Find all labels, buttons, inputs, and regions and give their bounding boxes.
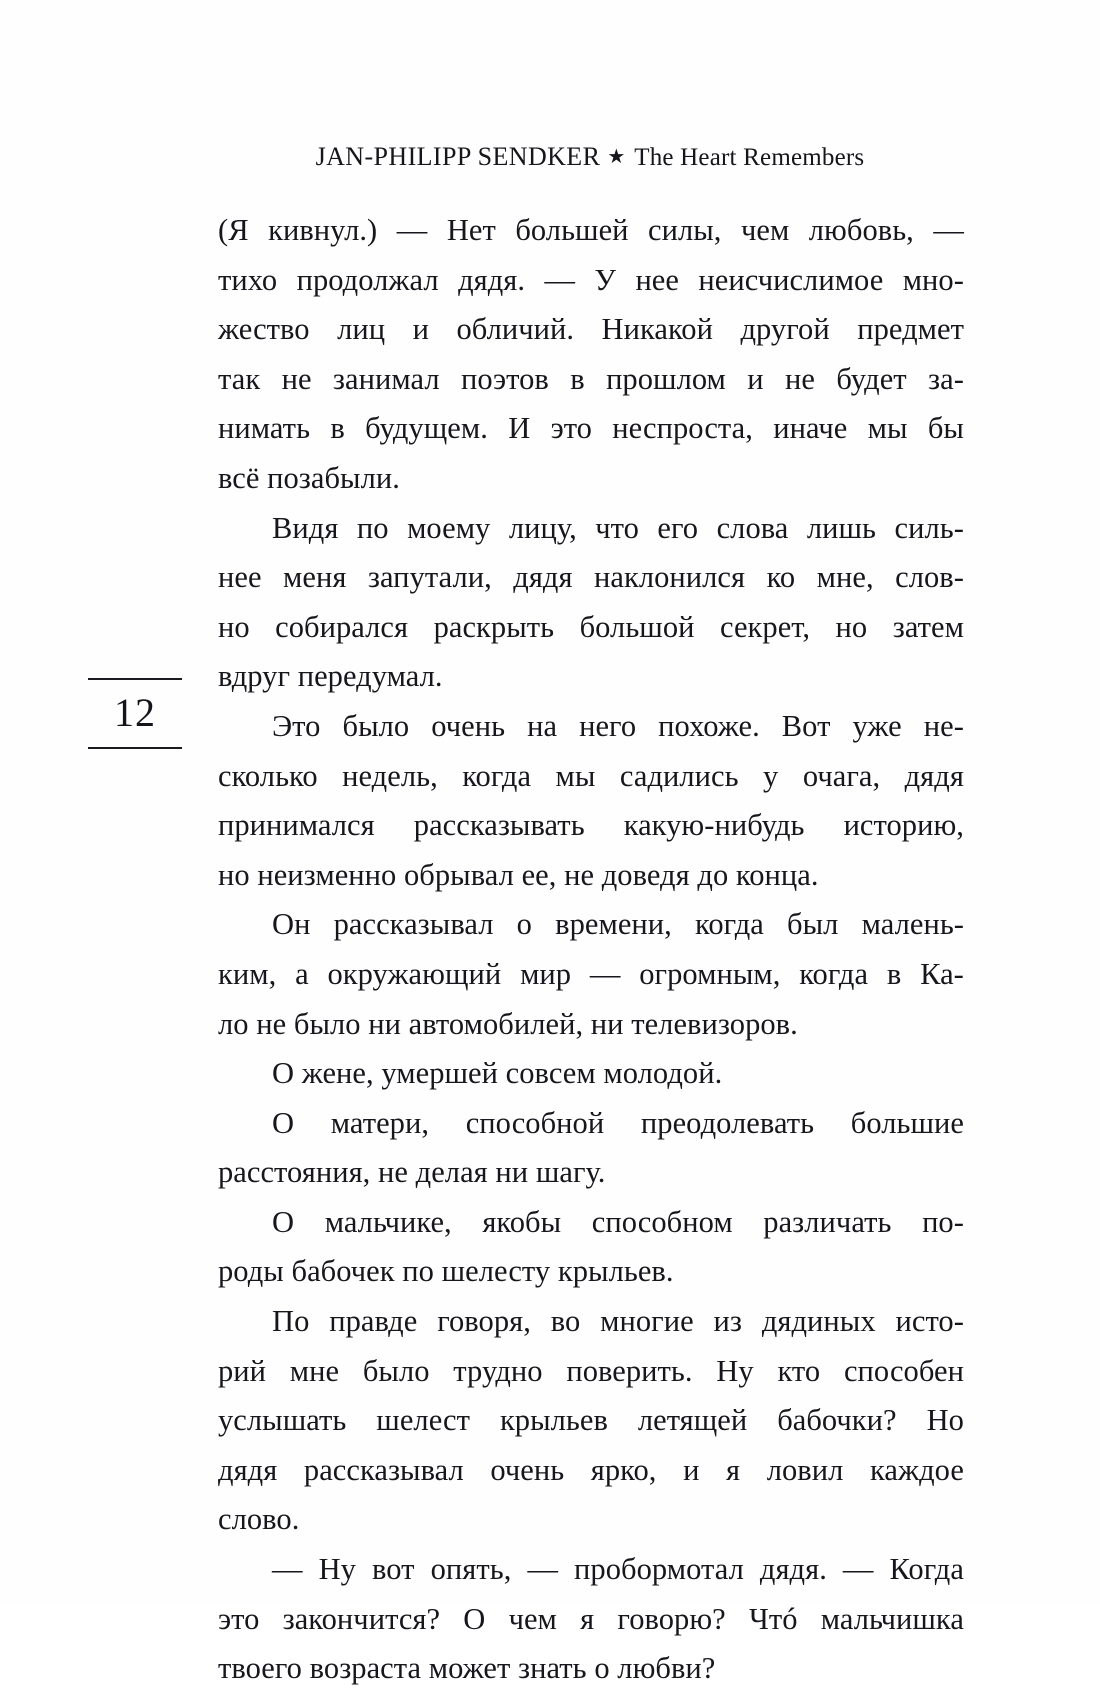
text-run: будет: [836, 361, 907, 396]
text-run: дядя: [218, 1452, 278, 1487]
text-run: занимал: [332, 361, 440, 396]
text-run: кивнул.): [268, 213, 378, 247]
text-run: уже: [852, 708, 902, 743]
text-run: будущем.: [365, 411, 488, 446]
text-run: за-: [928, 361, 964, 396]
text-run: Ну: [716, 1353, 754, 1388]
text-run: якобы: [482, 1204, 562, 1239]
text-run: огромным,: [639, 956, 781, 991]
text-run: окружающий: [327, 956, 502, 991]
text-run: не-: [923, 708, 964, 743]
text-line: [218, 504, 964, 554]
text-run: услышать: [218, 1403, 347, 1438]
text-run: мне: [289, 1353, 340, 1388]
text-line: [218, 1049, 964, 1099]
text-run: роды бабочек по шелесту крыльев.: [218, 1254, 674, 1289]
text-line: [218, 851, 964, 901]
text-run: наклонился: [594, 560, 746, 595]
text-run: О: [272, 1105, 295, 1140]
text-run: вдруг передумал.: [218, 659, 443, 694]
text-run: ким,: [218, 956, 277, 991]
text-run: бы: [927, 411, 964, 446]
text-run: мне,: [816, 560, 874, 595]
text-line: [218, 404, 964, 454]
paragraph: [218, 1198, 964, 1297]
text-run: твоего возраста может знать о любви?: [218, 1651, 716, 1686]
text-run: любовь,: [808, 213, 914, 247]
paragraph: [218, 206, 964, 504]
page-number: 12: [114, 690, 156, 735]
text-run: какую-нибудь: [623, 808, 805, 843]
text-run: но: [835, 609, 868, 644]
text-run: у: [763, 758, 779, 793]
text-run: его: [657, 510, 699, 545]
text-run: бабочки?: [777, 1403, 897, 1438]
text-run: чем: [740, 213, 790, 247]
text-run: шелест: [376, 1403, 471, 1438]
text-line: [218, 1644, 964, 1694]
text-run: было: [362, 1353, 430, 1388]
text-run: ярко,: [590, 1452, 657, 1487]
text-run: ко: [766, 560, 796, 595]
text-run: рий: [218, 1353, 267, 1388]
text-run: —: [933, 213, 964, 247]
text-run: слов-: [895, 560, 964, 595]
text-run: исто-: [895, 1304, 964, 1339]
text-run: когда: [462, 758, 532, 793]
text-run: запутали,: [367, 560, 492, 595]
text-run: затем: [892, 609, 964, 644]
text-run: мы: [555, 758, 596, 793]
star-icon: ★: [607, 146, 626, 168]
running-head-author: JAN-PHILIPP SENDKER: [315, 142, 601, 171]
text-run: пробормотал: [574, 1552, 744, 1587]
text-run: мальчике,: [324, 1204, 452, 1239]
text-run: и: [683, 1452, 700, 1487]
text-run: жество: [218, 312, 310, 347]
text-run: —: [396, 213, 428, 247]
text-line: [218, 1247, 964, 1297]
paragraph: [218, 1297, 964, 1545]
text-run: рассказывал: [333, 907, 494, 942]
text-line: [218, 950, 964, 1000]
text-run: другой: [740, 312, 830, 347]
text-line: [218, 1545, 964, 1595]
text-run: в: [330, 411, 345, 446]
text-run: поэтов: [460, 361, 549, 396]
text-run: способной: [465, 1105, 605, 1140]
text-run: Нет: [446, 213, 496, 247]
text-line: [218, 553, 964, 603]
folio-rule-bottom: [88, 747, 182, 749]
text-run: дядя.: [458, 262, 526, 297]
text-run: Это: [272, 708, 321, 743]
text-run: в: [886, 956, 902, 991]
text-run: сколько: [218, 758, 318, 793]
text-run: нее: [218, 560, 262, 595]
text-run: мир: [520, 956, 572, 991]
text-run: —: [272, 1552, 303, 1587]
text-line: [218, 256, 964, 306]
text-line: [218, 1495, 964, 1545]
body-text: [218, 206, 964, 1694]
text-run: и: [747, 361, 764, 396]
text-run: силы,: [648, 213, 722, 247]
text-run: собирался: [275, 609, 409, 644]
text-line: [218, 206, 964, 256]
text-run: иначе: [773, 411, 848, 446]
paragraph: [218, 1545, 964, 1694]
text-run: крыльев: [499, 1403, 608, 1438]
text-line: [218, 1148, 964, 1198]
text-run: по: [356, 510, 389, 545]
text-run: говоря,: [437, 1304, 531, 1339]
text-line: [218, 305, 964, 355]
text-line: [218, 752, 964, 802]
text-run: летящей: [637, 1403, 748, 1438]
text-run: было: [342, 708, 410, 743]
text-run: дядя.: [759, 1552, 827, 1587]
text-run: в: [570, 361, 585, 396]
text-line: [218, 1595, 964, 1645]
text-run: очень: [431, 708, 506, 743]
text-line: [218, 1347, 964, 1397]
text-run: Но: [926, 1403, 964, 1438]
text-run: по-: [922, 1204, 964, 1239]
text-run: мно-: [902, 262, 964, 297]
text-run: нимать: [218, 411, 311, 446]
text-line: [218, 1297, 964, 1347]
text-run: правде: [329, 1304, 418, 1339]
text-run: слово.: [218, 1502, 300, 1537]
text-run: рассказывал: [303, 1452, 464, 1487]
text-run: Когда: [889, 1552, 964, 1587]
paragraph: [218, 504, 964, 702]
text-run: когда: [799, 956, 869, 991]
text-run: дядя: [513, 560, 573, 595]
text-line: [218, 702, 964, 752]
text-run: поверить.: [566, 1353, 693, 1388]
text-run: рассказывать: [413, 808, 585, 843]
text-run: но неизменно обрывал ее, не доведя до конца.: [218, 857, 819, 892]
text-run: кто: [777, 1353, 821, 1388]
folio: [88, 678, 182, 749]
text-run: о: [516, 907, 532, 942]
text-run: Чтó: [748, 1601, 798, 1636]
text-run: У: [594, 262, 617, 297]
text-run: во: [550, 1304, 581, 1339]
text-run: недель,: [342, 758, 438, 793]
text-run: мы: [867, 411, 908, 446]
text-run: предмет: [857, 312, 964, 347]
text-run: (Я: [218, 213, 249, 247]
text-run: всё позабыли.: [218, 460, 400, 495]
text-run: ло не было ни автомобилей, ни телевизоров.: [218, 1006, 798, 1041]
text-run: большой: [579, 609, 695, 644]
text-line: [218, 652, 964, 702]
text-run: малень-: [861, 907, 964, 942]
text-run: но: [218, 609, 250, 644]
text-run: Ну: [318, 1552, 356, 1587]
text-run: очага,: [802, 758, 881, 793]
text-run: По: [272, 1304, 310, 1339]
text-run: неисчислимое: [698, 262, 884, 297]
text-run: —: [589, 956, 621, 991]
text-run: а: [295, 956, 309, 991]
text-run: был: [787, 907, 839, 942]
text-run: ловил: [766, 1452, 844, 1487]
text-run: Он: [272, 907, 311, 942]
paragraph: [218, 702, 964, 900]
text-run: каждое: [869, 1452, 964, 1487]
text-run: преодолевать: [640, 1105, 815, 1140]
paragraph: [218, 1099, 964, 1198]
text-run: мальчишка: [820, 1601, 964, 1636]
text-run: меня: [283, 560, 347, 595]
text-run: это: [550, 411, 592, 446]
text-run: не: [281, 361, 312, 396]
text-line: [218, 801, 964, 851]
text-line: [218, 1000, 964, 1050]
text-run: прошлом: [606, 361, 726, 396]
text-run: что: [595, 510, 639, 545]
text-run: матери,: [330, 1105, 430, 1140]
text-run: трудно: [453, 1353, 543, 1388]
text-line: [218, 1396, 964, 1446]
text-line: [218, 355, 964, 405]
text-run: когда: [695, 907, 764, 942]
text-run: похоже.: [658, 708, 760, 743]
text-run: продолжал: [296, 262, 439, 297]
text-run: Ка-: [920, 956, 964, 991]
text-run: на: [527, 708, 558, 743]
text-run: садились: [619, 758, 739, 793]
text-run: способен: [843, 1353, 964, 1388]
text-line: [218, 1198, 964, 1248]
text-run: различать: [763, 1204, 892, 1239]
text-line: [218, 603, 964, 653]
text-run: лиц: [337, 312, 386, 347]
text-run: это: [218, 1601, 260, 1636]
text-run: —: [544, 262, 575, 297]
text-run: из: [713, 1304, 742, 1339]
text-run: очень: [490, 1452, 565, 1487]
running-head: [218, 142, 962, 172]
text-run: я: [726, 1452, 741, 1487]
paragraph: [218, 900, 964, 1049]
text-run: говорю?: [617, 1601, 726, 1636]
text-run: —: [527, 1552, 558, 1587]
text-run: Вот: [781, 708, 831, 743]
text-run: слова: [716, 510, 789, 545]
text-run: большей: [515, 213, 629, 247]
paragraph: [218, 1049, 964, 1099]
text-run: чем: [508, 1601, 557, 1636]
text-line: [218, 1099, 964, 1149]
text-run: О: [463, 1601, 486, 1636]
text-run: опять,: [430, 1552, 512, 1587]
text-run: раскрыть: [433, 609, 555, 644]
text-run: обличий.: [456, 312, 575, 347]
text-run: многие: [600, 1304, 694, 1339]
text-line: [218, 900, 964, 950]
text-run: лишь: [806, 510, 877, 545]
text-run: неспроста,: [612, 411, 753, 446]
text-run: так: [218, 361, 261, 396]
text-run: —: [842, 1552, 874, 1587]
text-run: моему: [407, 510, 491, 545]
text-run: вот: [372, 1552, 415, 1587]
text-run: лицу,: [508, 510, 577, 545]
text-run: тихо: [218, 262, 278, 297]
text-run: большие: [850, 1105, 964, 1140]
text-run: закончится?: [282, 1601, 441, 1636]
text-run: О: [272, 1204, 295, 1239]
running-head-title: The Heart Remembers: [634, 144, 865, 171]
text-run: дядиных: [761, 1304, 876, 1339]
text-run: секрет,: [719, 609, 811, 644]
text-run: и: [412, 312, 429, 347]
text-run: дядя: [904, 758, 964, 793]
text-run: принимался: [218, 808, 375, 843]
text-run: И: [508, 411, 531, 446]
text-line: [218, 454, 964, 504]
text-run: нее: [635, 262, 679, 297]
text-run: Видя: [272, 510, 339, 545]
text-run: времени,: [555, 907, 672, 942]
text-run: О жене, умершей совсем молодой.: [272, 1056, 723, 1091]
text-run: я: [580, 1601, 595, 1636]
text-run: расстояния, не делая ни шагу.: [218, 1155, 606, 1190]
text-run: него: [579, 708, 637, 743]
text-run: историю,: [843, 808, 964, 843]
text-line: [218, 1446, 964, 1496]
text-run: способном: [591, 1204, 733, 1239]
text-run: силь-: [894, 510, 964, 545]
text-run: Никакой: [601, 312, 713, 347]
text-run: не: [785, 361, 815, 396]
